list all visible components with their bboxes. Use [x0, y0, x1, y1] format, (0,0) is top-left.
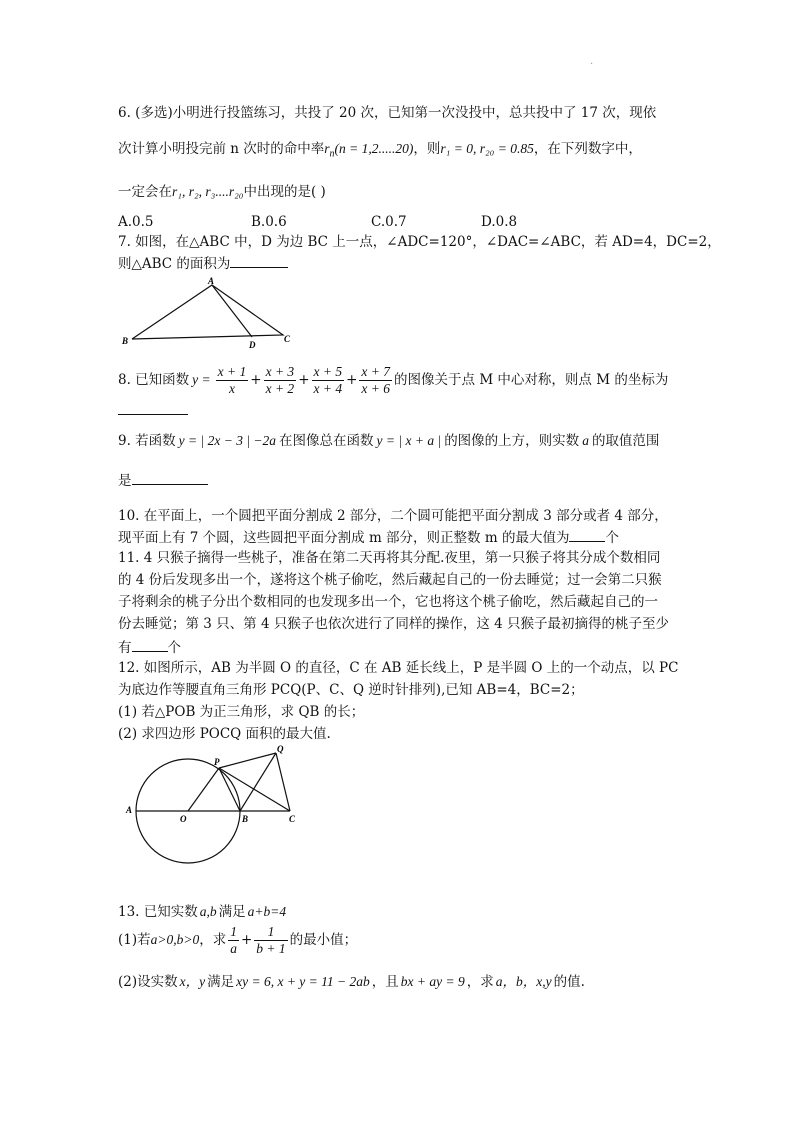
q12-line1: 12. 如图所示，AB 为半圆 O 的直径，C 在 AB 延长线上，P 是半圆 O 上的一个动点，以 PC [118, 660, 679, 676]
q11-line5-text-b: 个 [167, 640, 181, 656]
q7-label-b: B [122, 336, 129, 346]
q13-line2 [118, 918, 357, 962]
q11-answer-blank [132, 637, 168, 652]
q13-part2-text-c: ，求 [466, 974, 494, 990]
q13-vars-ab: a,b [199, 904, 217, 919]
q8-plus-1: + [250, 372, 262, 388]
q8-text-b: 的图像关于点 M 中心对称，则点 M 的坐标为 [394, 372, 669, 388]
q13-frac-1-den: a [230, 940, 237, 956]
q7-triangle-figure [118, 275, 298, 350]
q6-options [118, 213, 678, 231]
q8-frac-1 [216, 364, 249, 397]
q13-equation-2: bx + ay = 9 [400, 974, 465, 989]
q13-text-a: 13. 已知实数 [118, 904, 198, 920]
q8-frac-4-num: x + 7 [361, 363, 391, 379]
q7-triangle-outline [132, 285, 283, 339]
q9-text-b: 在图像总在函数 [279, 433, 374, 449]
q12-segment-qb [240, 753, 276, 811]
q8-answer-blank [118, 400, 188, 415]
q13-part2-end: 的值. [553, 974, 585, 990]
q6-given-values: r₁ = 0, r₂₀ = 0.85 [440, 141, 534, 156]
q6-line3-text-a: 一定会在 [118, 184, 172, 200]
q6-option-d: D.0.8 [481, 214, 518, 230]
q12-line4: (2) 求四边形 POCQ 面积的最大值. [118, 726, 331, 742]
q13-frac-2 [254, 924, 287, 957]
q6-rate-sub: n [329, 148, 335, 160]
q7-answer-blank [230, 253, 288, 268]
q8-frac-4 [359, 364, 392, 397]
q6-line1: 6. (多选)小明进行投篮练习，共投了 20 次，已知第一次没投中，总共投中了 17 次，现依 [118, 105, 657, 121]
q11-line4: 份去睡觉；第 3 只、第 4 只猴子也依次进行了同样的操作，这 4 只猴子最初摘得的桃子至少 [118, 616, 670, 632]
q13-vars-xy: x，y [179, 974, 206, 989]
q9-line1 [118, 432, 659, 450]
q11-line2: 的 4 份后发现多出一个，遂将这个桃子偷吃，然后藏起自己的一份去睡觉；过一会第二只猴 [118, 572, 662, 588]
q13-frac-1 [228, 924, 239, 957]
q9-text-e: 是 [118, 473, 132, 489]
q6-line2 [118, 140, 642, 164]
q12-line2: 为底边作等腰直角三角形 PCQ(P、C、Q 逆时针排列),已知 AB=4，BC=2； [118, 682, 584, 698]
q9-text-c: 的图像的上方，则实数 [444, 433, 580, 449]
q12-semicircle-figure [118, 740, 308, 875]
q12-line3: (1) 若△POB 为正三角形，求 QB 的长； [118, 704, 365, 720]
q6-option-b: B.0.6 [251, 214, 287, 230]
q9-answer-blank [132, 470, 208, 485]
header-mark: . [590, 56, 594, 67]
q8-line1 [118, 358, 668, 402]
q10-line2 [118, 527, 619, 547]
q13-positive-condition: a>0,b>0 [150, 932, 200, 947]
q9-function-1: y = | 2x − 3 | −2a [178, 433, 277, 448]
q12-label-q: Q [277, 744, 284, 754]
q8-frac-2-den: x + 2 [265, 380, 295, 396]
q11-line3: 子将剩余的桃子分出个数相同的也发现多出一个，它也将这个桃子偷吃，然后藏起自己的一 [118, 594, 658, 610]
q13-equation-1: xy = 6, x + y = 11 − 2ab [236, 974, 370, 989]
q8-plus-3: + [346, 372, 358, 388]
q13-sum-condition: a+b=4 [247, 904, 287, 919]
q7-line2 [118, 253, 288, 273]
q10-line2-end: 个 [605, 530, 619, 546]
q8-text-a: 8. 已知函数 [118, 372, 190, 388]
q7-line2-text: 则△ABC 的面积为 [118, 256, 231, 272]
q13-part1-end: 的最小值； [289, 932, 358, 948]
q13-part1-label: (1)若 [118, 932, 151, 948]
q7-label-c: C [284, 334, 291, 344]
q6-rate-range: (n = 1,2.....20) [334, 141, 414, 156]
q11-line1: 11. 4 只猴子摘得一些桃子，准备在第二天再将其分配.夜里，第一只猴子将其分成个数相同 [118, 550, 661, 566]
q8-frac-2 [264, 364, 297, 397]
q9-text-a: 9. 若函数 [118, 433, 176, 449]
q6-line2-text-b: ，则 [413, 141, 441, 157]
q8-frac-1-num: x + 1 [217, 363, 247, 379]
q13-vars-all: a，b，x,y [495, 974, 552, 989]
q13-part1-text: ，求 [199, 932, 227, 948]
q12-label-c: C [289, 814, 296, 824]
q6-line3-text-b: 中出现的是( ) [243, 184, 326, 200]
q10-line1: 10. 在平面上，一个圆把平面分割成 2 部分，二个圆可能把平面分割成 3 部分或者 4 部分， [118, 508, 668, 524]
q13-frac-2-den: b + 1 [256, 940, 286, 956]
q9-text-d: 的取值范围 [591, 433, 660, 449]
q8-frac-3-den: x + 4 [313, 380, 343, 396]
q7-label-a: A [208, 276, 215, 286]
q13-text-b: 满足 [218, 904, 246, 920]
q8-line2 [118, 400, 188, 420]
q10-line2-text: 现平面上有 7 个圆，这些圆把平面分割成 m 部分，则正整数 m 的最大值为 [118, 530, 570, 546]
q10-answer-blank [569, 527, 605, 542]
q11-line5 [118, 637, 181, 657]
q6-option-a: A.0.5 [118, 214, 154, 230]
q7-segment-ad [212, 285, 252, 337]
q13-part2-label: (2)设实数 [118, 974, 178, 990]
q7-line1: 7. 如图，在△ABC 中，D 为边 BC 上一点，∠ADC=120°，∠DAC=∠ABC，若 AD=4，DC=2， [118, 234, 721, 250]
q6-sequence: r₁, r₂, r₃....r₂₀ [172, 184, 244, 199]
q9-line2 [118, 470, 208, 490]
q12-segment-op [188, 768, 219, 811]
q12-label-a: A [126, 805, 133, 815]
q8-frac-3-num: x + 5 [313, 363, 343, 379]
q8-y-eq: y = [192, 372, 211, 387]
q11-line5-text-a: 有 [118, 640, 132, 656]
q8-frac-1-den: x [228, 380, 235, 396]
q6-rate-var [324, 141, 414, 160]
q13-line3 [118, 973, 585, 991]
q6-line2-text-c: ，在下列数字中， [533, 141, 642, 157]
q8-frac-3 [312, 364, 345, 397]
q13-frac-1-num: 1 [230, 923, 237, 939]
q13-part2-text-b: ，且 [371, 974, 399, 990]
q12-label-o: O [180, 814, 187, 824]
q8-plus-2: + [298, 372, 310, 388]
q6-line3 [118, 183, 326, 201]
q12-segment-qc [276, 753, 290, 811]
q13-plus: + [240, 932, 253, 948]
q9-function-2: y = | x + a | [376, 433, 442, 448]
q6-rate-r: r [324, 141, 330, 156]
q8-frac-4-den: x + 6 [361, 380, 391, 396]
q9-var-a: a [582, 433, 589, 448]
q13-part2-text-a: 满足 [207, 974, 235, 990]
q6-line2-text-a: 次计算小明投完前 n 次时的命中率 [118, 141, 325, 157]
q12-label-p: P [214, 757, 220, 767]
q13-frac-2-num: 1 [254, 924, 287, 941]
q7-label-d: D [249, 340, 256, 350]
q12-label-b: B [242, 814, 249, 824]
q6-option-c: C.0.7 [371, 214, 407, 230]
q8-frac-2-num: x + 3 [265, 363, 295, 379]
